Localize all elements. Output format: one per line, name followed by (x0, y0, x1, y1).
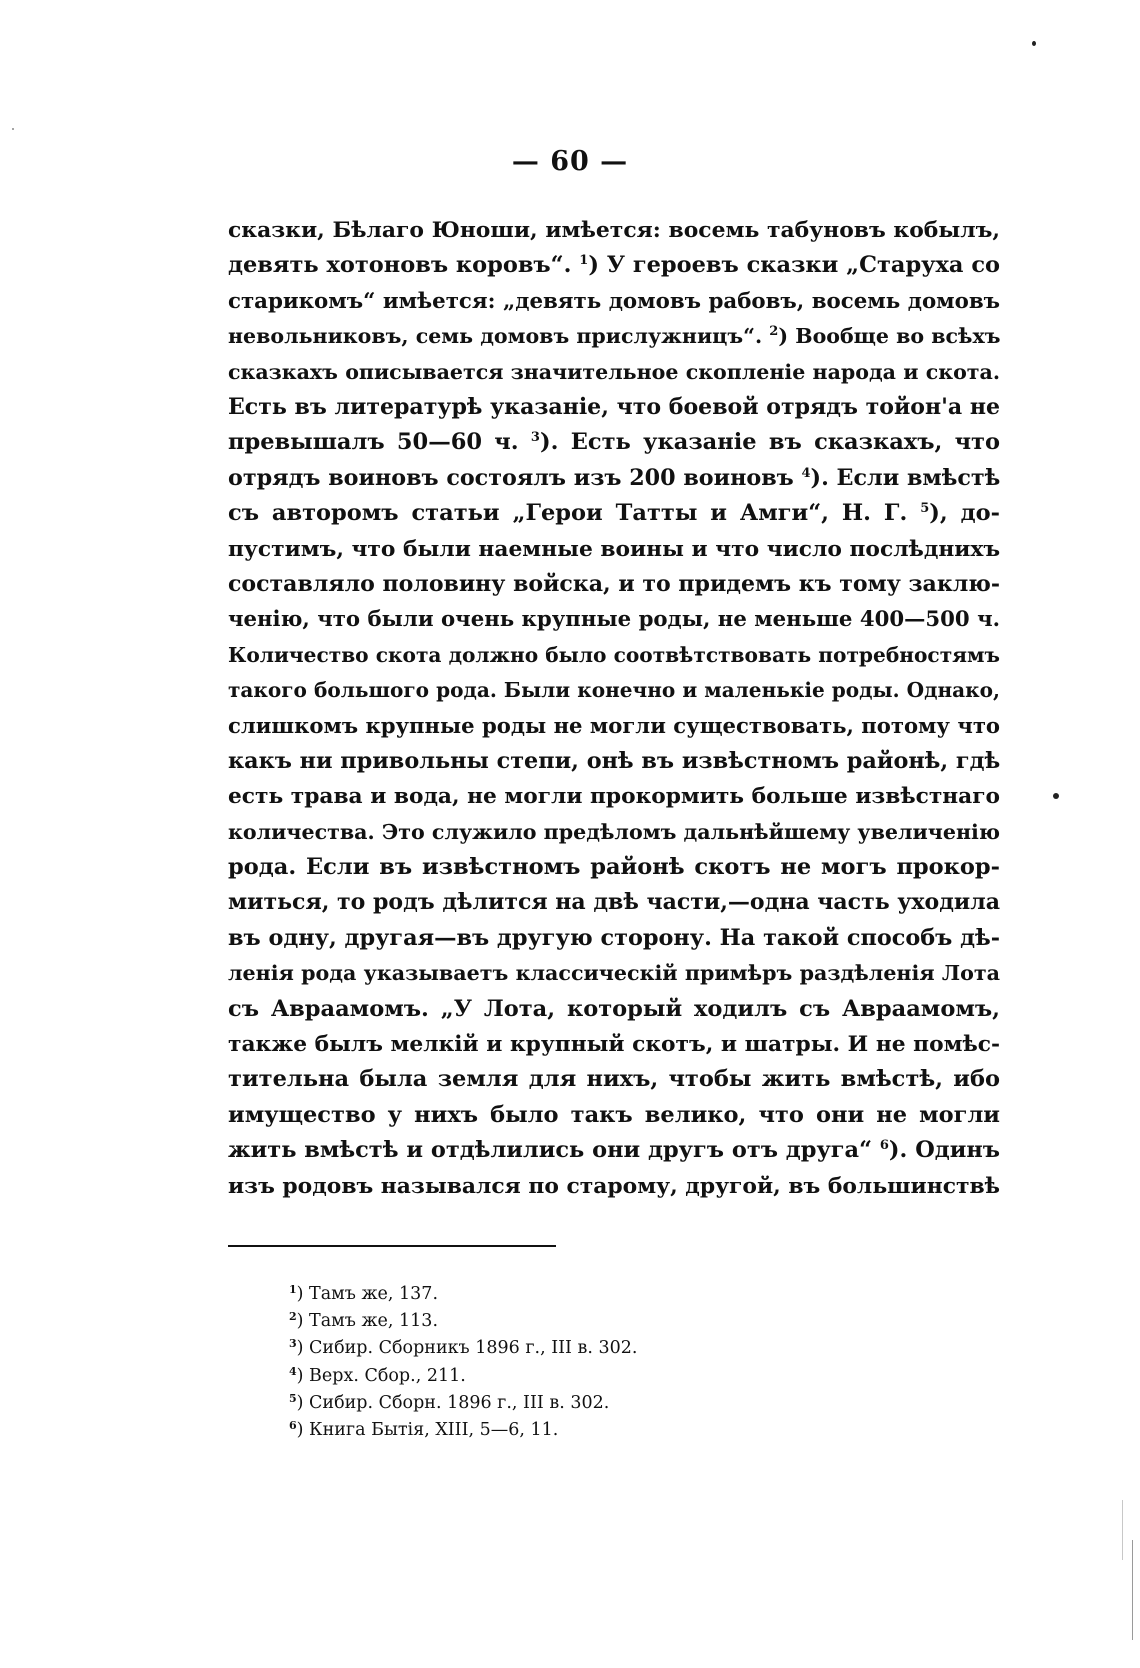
footnote-reference: 2 (769, 324, 779, 340)
footnote-mark-paren: ) (296, 1419, 310, 1440)
text-line-content: есть трава и вода, не могли прокормить больше извѣстнаго (228, 784, 1000, 810)
text-line-content: ченію, что были очень крупные роды, не меньше 400—500 ч. (228, 607, 1000, 633)
text-line-content: отрядъ воиновъ состоялъ изъ 200 воиновъ (228, 464, 802, 491)
footnote-reference-paren: ) (929, 500, 940, 527)
text-line-content: съ авторомъ статьи „Герои Татты и Амги“, Н. Г. (228, 500, 921, 527)
text-line-content: тительна была земля для нихъ, чтобы жить вмѣстѣ, ибо (228, 1066, 1000, 1093)
text-line (228, 602, 1000, 637)
text-line-content: . Если вмѣстѣ (821, 464, 1001, 491)
footnote-mark: 5 (289, 1391, 297, 1405)
text-line (228, 921, 1000, 956)
footnote-reference-paren: ) (778, 324, 789, 349)
footnote-separator (228, 1245, 556, 1247)
text-line (228, 319, 1000, 354)
footnote (289, 1308, 789, 1335)
text-line-content: девять хотоновъ коровъ“. (228, 252, 580, 279)
ink-speck (1053, 793, 1059, 799)
text-line-content: Вообще во всѣхъ (788, 324, 1001, 349)
text-line (228, 956, 1000, 991)
text-line (228, 744, 1000, 779)
footnote-mark: 2 (289, 1310, 297, 1324)
text-line (228, 532, 1000, 567)
text-line-content: сказки, Бѣлаго Юноши, имѣется: восемь табуновъ кобылъ, (228, 217, 1000, 243)
text-line-content: сказкахъ описывается значительное скопленіе народа и скота. (228, 359, 1000, 384)
text-line (228, 1027, 1000, 1062)
text-line-content: . Есть указаніе въ сказкахъ, что (550, 429, 1001, 456)
ink-speck (1032, 41, 1036, 46)
text-line-content: слишкомъ крупные роды не могли существовать, потому что (228, 713, 1000, 739)
footnote-text: Сибир. Сборникъ 1896 г., III в. 302. (309, 1338, 638, 1359)
page-number: — 60 — (511, 146, 629, 177)
text-line-content: , до- (939, 500, 1000, 527)
footnote-reference: 5 (920, 501, 930, 517)
text-line-content: какъ ни привольны степи, онѣ въ извѣстномъ районѣ, гдѣ (228, 747, 1001, 774)
footnotes (289, 1281, 789, 1444)
footnote-text: Тамъ же, 113. (309, 1311, 439, 1332)
text-line (228, 496, 1000, 531)
footnote-reference-paren: ) (539, 429, 551, 456)
scan-edge-line (1122, 1500, 1123, 1560)
text-line-content: превышалъ 50—60 ч. (228, 429, 531, 456)
ink-speck (12, 128, 14, 130)
footnote-mark-paren: ) (296, 1311, 310, 1332)
text-line (228, 779, 1000, 814)
text-line-content: такого большого рода. Были конечно и маленькіе роды. Однако, (228, 678, 1000, 703)
text-line-content: съ Авраамомъ. „У Лота, который ходилъ съ Авраамомъ, (228, 995, 1000, 1022)
footnote-text: Верх. Сбор., 211. (309, 1365, 466, 1386)
footnote-mark-paren: ) (296, 1338, 310, 1359)
text-line (228, 425, 1000, 460)
text-line-content: количества. Это служило предѣломъ дальнѣйшему увеличенію (228, 819, 1000, 844)
footnote (289, 1281, 789, 1308)
text-line (228, 992, 1000, 1027)
footnote (289, 1417, 789, 1444)
footnote-mark: 6 (289, 1418, 297, 1432)
footnote-mark: 4 (289, 1364, 297, 1378)
footnote-reference-paren: ) (588, 252, 599, 279)
footnote-text: Тамъ же, 137. (309, 1284, 439, 1304)
text-line (228, 355, 1000, 390)
footnote-mark-paren: ) (296, 1284, 310, 1304)
text-line (228, 1133, 1000, 1168)
footnote-text: Сибир. Сборн. 1896 г., III в. 302. (309, 1392, 610, 1413)
footnote (289, 1390, 789, 1417)
text-line (228, 1169, 1000, 1204)
text-line-content: изъ родовъ назывался по старому, другой, въ большинствѣ (228, 1173, 1000, 1199)
text-line-content: миться, то родъ дѣлится на двѣ части,—одна часть уходила (228, 889, 1001, 916)
scan-edge-line (1132, 1540, 1133, 1640)
text-line (228, 1098, 1000, 1133)
footnote-reference-paren: ) (888, 1137, 900, 1164)
main-text (228, 213, 1000, 1204)
text-line (228, 708, 1000, 743)
text-line (228, 850, 1000, 885)
footnote-reference: 6 (879, 1138, 889, 1154)
text-line-content: У героевъ сказки „Старуха со (598, 252, 1000, 279)
footnote-mark: 3 (289, 1337, 297, 1351)
text-line (228, 815, 1000, 850)
text-line-content: . Одинъ (899, 1137, 1000, 1164)
text-line-content: Есть въ литературѣ указаніе, что боевой отрядъ тойон'а не (228, 393, 1000, 420)
text-line-content: старикомъ“ имѣется: „девять домовъ рабовъ, восемь домовъ (228, 288, 1000, 314)
text-line-content: ленія рода указываетъ классическій примѣръ раздѣленія Лота (228, 961, 1000, 986)
text-line (228, 284, 1000, 319)
text-line-content: невольниковъ, семь домовъ прислужницъ“. (228, 324, 770, 349)
text-line (228, 1062, 1000, 1097)
text-line-content: въ одну, другая—въ другую сторону. На такой способъ дѣ- (228, 924, 1001, 951)
footnote-text: Книга Бытія, XIII, 5—6, 11. (309, 1419, 559, 1440)
footnote (289, 1363, 789, 1390)
footnote (289, 1335, 789, 1362)
footnote-mark: 1 (289, 1283, 297, 1296)
text-line (228, 461, 1000, 496)
footnote-reference: 1 (579, 253, 589, 269)
footnote-mark-paren: ) (296, 1392, 310, 1413)
footnote-reference-paren: ) (810, 464, 822, 491)
text-line-content: составляло половину войска, и то придемъ къ тому заклю- (228, 570, 1000, 597)
text-line-content: Количество скота должно было соотвѣтствовать потребностямъ (228, 642, 1000, 667)
text-line (228, 638, 1000, 673)
text-line (228, 567, 1000, 602)
text-line-content: жить вмѣстѣ и отдѣлились они другъ отъ друга“ (228, 1137, 880, 1164)
text-line (228, 885, 1000, 920)
text-line (228, 673, 1000, 708)
footnote-reference: 3 (530, 430, 540, 446)
text-line-content: рода. Если въ извѣстномъ районѣ скотъ не могъ прокор- (228, 854, 1000, 881)
footnote-mark-paren: ) (296, 1365, 310, 1386)
text-line (228, 248, 1000, 283)
text-line (228, 390, 1000, 425)
text-line-content: также былъ мелкій и крупный скотъ, и шатры. И не помѣс- (228, 1031, 1000, 1057)
text-line-content: пустимъ, что были наемные воины и что число послѣднихъ (228, 536, 1001, 562)
text-line-content: имущество у нихъ было такъ велико, что они не могли (228, 1101, 1000, 1128)
text-line (228, 213, 1000, 248)
footnote-reference: 4 (801, 465, 811, 481)
